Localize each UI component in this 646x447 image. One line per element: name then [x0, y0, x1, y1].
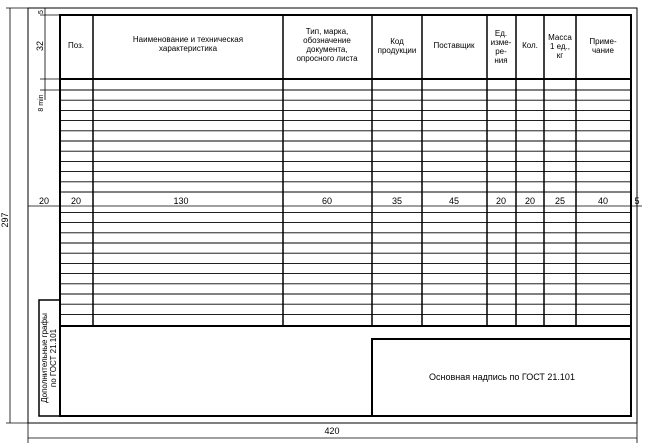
header-pos: Поз.	[68, 41, 84, 50]
column-width-label: 35	[391, 196, 403, 206]
title-block-label: Основная надпись по ГОСТ 21.101	[429, 372, 575, 382]
side-label-additional-columns: Дополнительные графы	[40, 313, 49, 403]
dim-header-height: 32	[35, 40, 45, 52]
column-width-label: 25	[554, 196, 566, 206]
side-label-additional-columns: по ГОСТ 21.101	[49, 328, 58, 388]
column-width-label: 130	[173, 196, 189, 206]
dim-right-margin: 5	[634, 196, 640, 206]
header-supplier: Поставщик	[433, 41, 475, 50]
drawing-frame	[60, 15, 631, 416]
column-width-label: 45	[448, 196, 460, 206]
column-width-label: 40	[597, 196, 609, 206]
header-qty: Кол.	[522, 41, 538, 50]
dim-sheet-width: 420	[324, 426, 340, 436]
header-mass: Масса 1 ед., кг	[548, 33, 572, 60]
header-unit: Ед. изме-ре-ния	[490, 29, 512, 65]
header-code: Код продукции	[377, 37, 417, 55]
dim-top-margin: 5	[38, 10, 45, 14]
header-type: Тип, марка, обозначение документа, опросного листа	[296, 27, 358, 63]
sheet-outline	[28, 8, 640, 423]
row-lines	[60, 90, 631, 314]
dim-left-margin: 20	[38, 196, 50, 206]
column-width-label: 20	[495, 196, 507, 206]
column-width-label: 20	[524, 196, 536, 206]
column-width-label: 20	[70, 196, 82, 206]
header-note: Приме-чание	[589, 37, 617, 55]
column-width-label: 60	[321, 196, 333, 206]
dim-row-height: 8 min	[38, 94, 45, 112]
header-name: Наименование и техническая характеристика	[132, 35, 244, 53]
dim-sheet-height: 297	[0, 212, 10, 228]
